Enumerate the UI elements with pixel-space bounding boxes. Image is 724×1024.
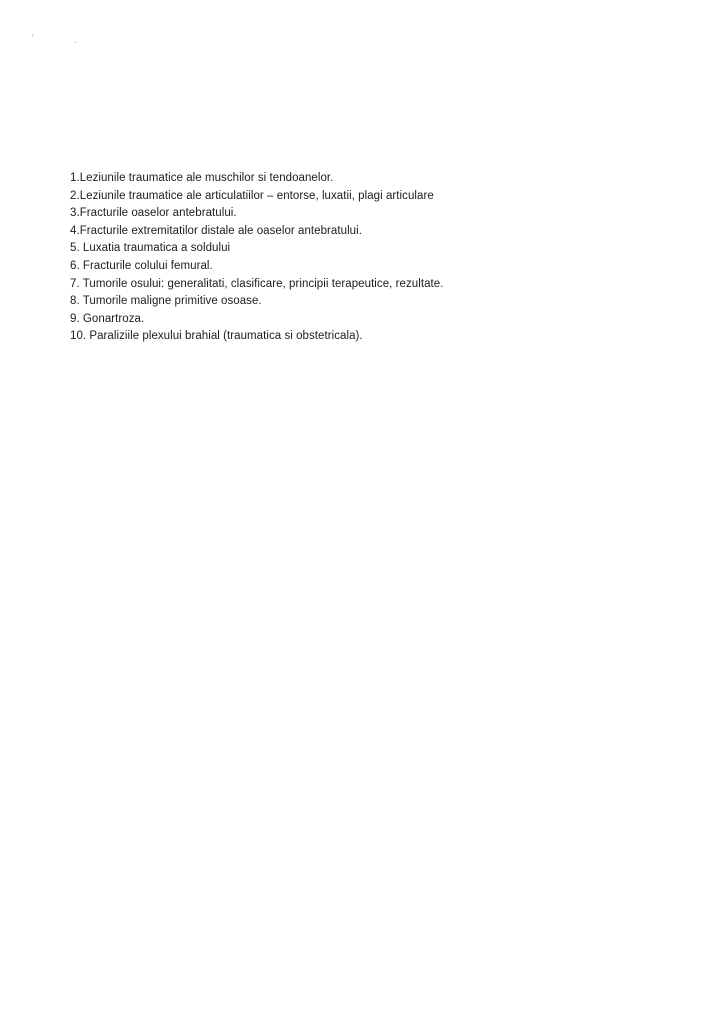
- list-item: 2.Leziunile traumatice ale articulatiilor – entorse, luxatii, plagi articulare: [70, 189, 434, 202]
- list-item: 4.Fracturile extremitatilor distale ale oaselor antebratului.: [70, 224, 362, 237]
- topic-list: [70, 170, 630, 346]
- scanner-artifact-mark: ': [32, 33, 34, 43]
- scanner-artifact-dot: .: [74, 35, 77, 45]
- list-item: 5. Luxatia traumatica a soldului: [70, 242, 231, 255]
- scanner-artifact-group: [30, 34, 110, 48]
- list-item: 6. Fracturile colului femural.: [70, 259, 213, 272]
- list-item: 3.Fracturile oaselor antebratului.: [70, 207, 237, 220]
- list-item: 1.Leziunile traumatice ale muschilor si tendoanelor.: [70, 172, 334, 184]
- list-item: 9. Gonartroza.: [70, 312, 145, 325]
- list-item: 7. Tumorile osului: generalitati, clasificare, principii terapeutice, rezultate.: [70, 277, 444, 290]
- list-item: 10. Paraliziile plexului brahial (traumatica si obstetricala).: [70, 330, 363, 343]
- list-item: 8. Tumorile maligne primitive osoase.: [70, 295, 262, 308]
